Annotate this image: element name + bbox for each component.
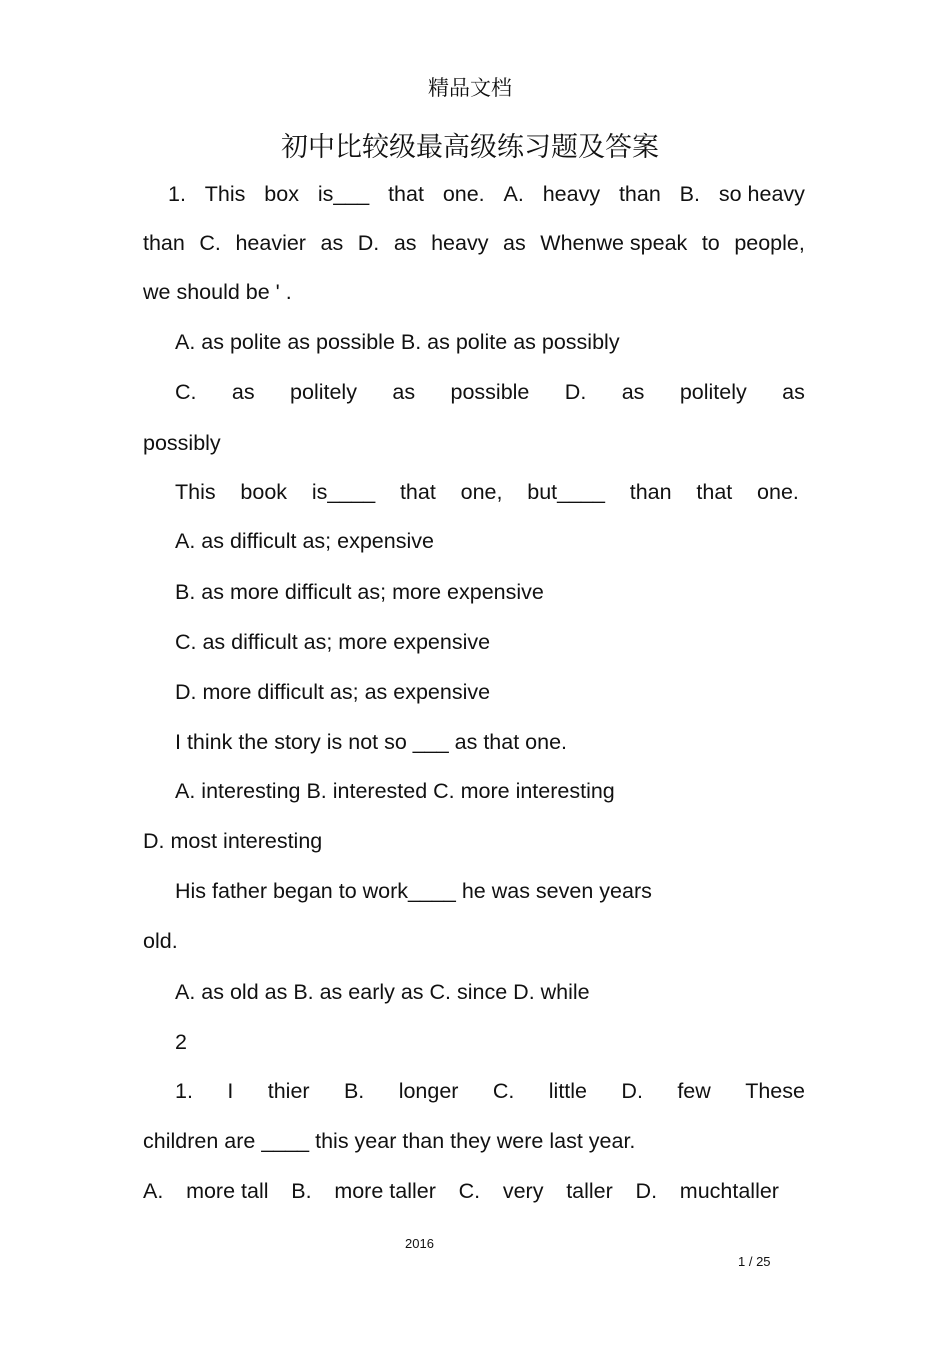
word: is____ <box>311 480 376 504</box>
word: as <box>393 231 417 255</box>
word: so heavy <box>718 182 805 206</box>
word: that <box>388 182 424 206</box>
word: This <box>204 182 246 206</box>
question-3-options-abc: A. interesting B. interested C. more interesting <box>175 779 615 803</box>
word: people, <box>734 231 805 255</box>
word: C. <box>458 1179 481 1203</box>
question-1-line-6: possibly <box>143 431 221 455</box>
word: that <box>696 480 733 504</box>
question-2-stem <box>175 478 799 506</box>
word: book <box>240 480 288 504</box>
word: 1. <box>175 1079 193 1103</box>
word: longer <box>398 1079 459 1103</box>
word: than <box>618 182 661 206</box>
word: as <box>392 380 416 404</box>
question-2-option-b: B. as more difficult as; more expensive <box>175 580 544 604</box>
word: one. <box>757 480 799 504</box>
word: These <box>745 1079 805 1103</box>
word: A. <box>503 182 524 206</box>
question-3-stem: I think the story is not so ___ as that one. <box>175 730 568 754</box>
question-1-line-1 <box>168 180 805 208</box>
question-5-options <box>143 1177 779 1205</box>
word: muchtaller <box>679 1179 779 1203</box>
word: taller <box>566 1179 613 1203</box>
word: C. <box>492 1079 515 1103</box>
word: politely <box>290 380 357 404</box>
question-3-option-d: D. most interesting <box>143 829 323 853</box>
word: D. <box>564 380 587 404</box>
word: few <box>677 1079 711 1103</box>
footer-year: 2016 <box>405 1236 434 1251</box>
word: more taller <box>334 1179 436 1203</box>
word: Whenwe speak <box>540 231 688 255</box>
word: I <box>227 1079 234 1103</box>
question-5-line-2: children are ____ this year than they were last year. <box>143 1129 636 1153</box>
word: one. <box>442 182 485 206</box>
word: This <box>175 480 216 504</box>
word: little <box>548 1079 588 1103</box>
question-2-option-d: D. more difficult as; as expensive <box>175 680 491 704</box>
word: D. <box>621 1079 643 1103</box>
question-4-stem: His father began to work____ he was seven years <box>175 879 652 903</box>
word: B. <box>343 1079 365 1103</box>
document-title: 初中比较级最高级练习题及答案 <box>281 132 659 163</box>
word: very <box>502 1179 544 1203</box>
question-2-option-c: C. as difficult as; more expensive <box>175 630 491 654</box>
word: heavy <box>431 231 489 255</box>
word: B. <box>291 1179 312 1203</box>
question-4-options: A. as old as B. as early as C. since D. while <box>175 980 590 1004</box>
word: but____ <box>527 480 605 504</box>
word: D. <box>635 1179 658 1203</box>
word: as <box>503 231 526 255</box>
word: politely <box>679 380 747 404</box>
word: B. <box>679 182 700 206</box>
word: A. <box>143 1179 164 1203</box>
word: than <box>143 231 185 255</box>
word: heavier <box>235 231 306 255</box>
word: to <box>701 231 720 255</box>
word: box <box>264 182 299 206</box>
word: thier <box>267 1079 310 1103</box>
question-2-option-a: A. as difficult as; expensive <box>175 529 434 553</box>
question-1-line-3: we should be ' . <box>143 280 292 304</box>
word: than <box>629 480 672 504</box>
section-marker: 2 <box>175 1030 187 1054</box>
question-5-line-1 <box>175 1077 805 1105</box>
word: as <box>320 231 344 255</box>
question-1-line-2 <box>143 229 805 257</box>
word: possible <box>450 380 530 404</box>
question-number: 1. <box>168 182 186 206</box>
word: C. <box>175 380 197 404</box>
word: one, <box>460 480 503 504</box>
word: is___ <box>317 182 370 206</box>
question-4-stem-cont: old. <box>143 929 178 953</box>
word: that <box>399 480 436 504</box>
word: as <box>782 380 805 404</box>
page-number: 1 / 25 <box>738 1254 771 1269</box>
word: as <box>621 380 645 404</box>
question-1-options-cd <box>175 378 805 406</box>
word: C. <box>199 231 221 255</box>
word: heavy <box>542 182 601 206</box>
word: more tall <box>186 1179 269 1203</box>
page-header: 精品文档 <box>428 76 512 100</box>
word: D. <box>357 231 380 255</box>
question-1-options-ab: A. as polite as possible B. as polite as possibly <box>175 330 620 354</box>
word: as <box>231 380 255 404</box>
